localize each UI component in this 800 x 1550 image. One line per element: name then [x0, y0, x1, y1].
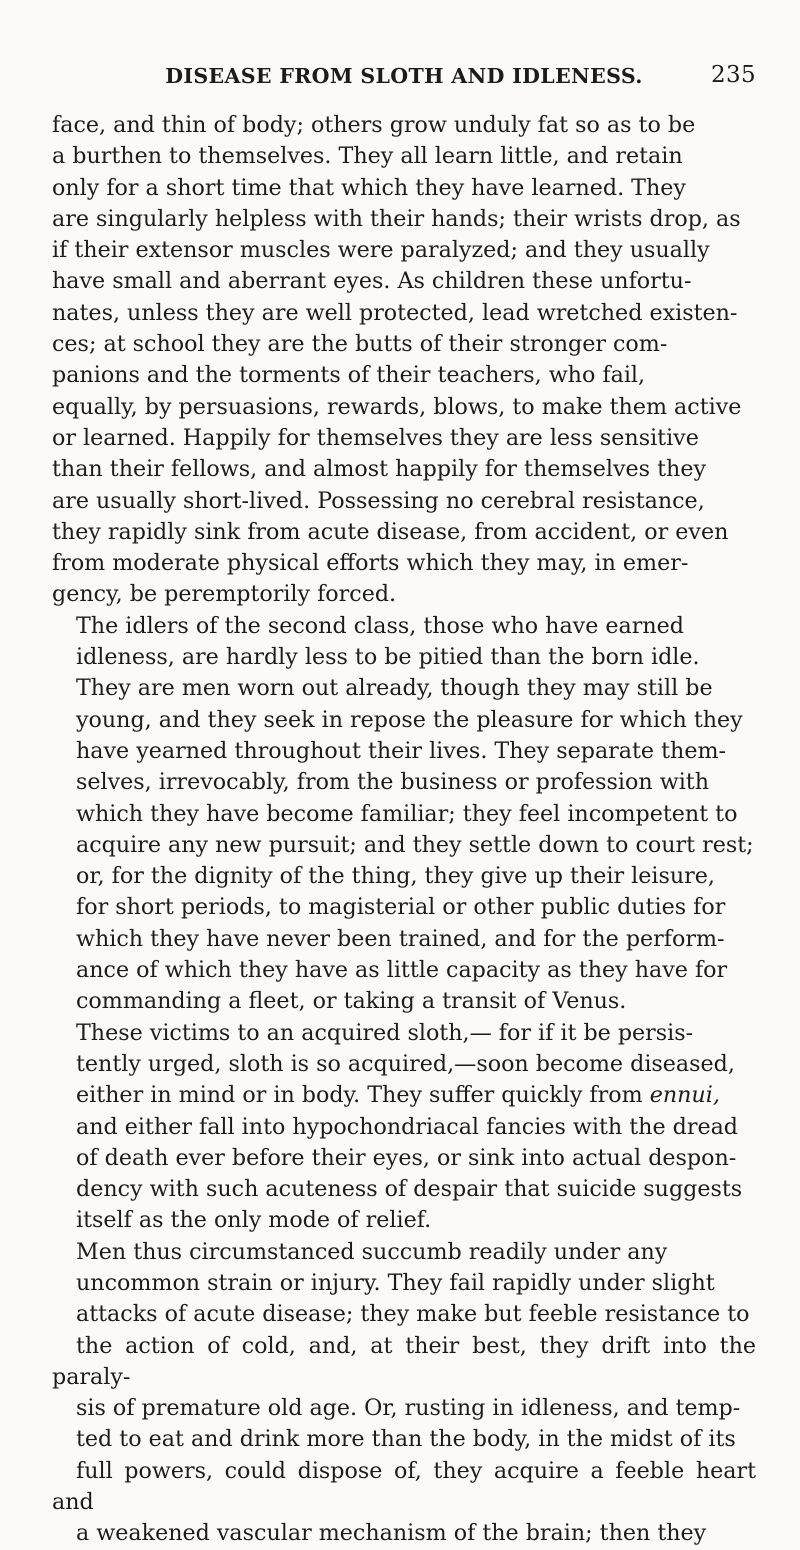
paragraph-3	[52, 1018, 756, 1237]
text-line: Men thus circumstanced succumb readily under any	[76, 1238, 668, 1265]
text-line: idleness, are hardly less to be pitied than the born idle.	[76, 644, 700, 671]
text-line: itself as the only mode of relief.	[76, 1207, 432, 1234]
text-line: dency with such acuteness of despair that suicide suggests	[76, 1176, 743, 1203]
text-line: have yearned throughout their lives. They separate them-	[76, 737, 726, 764]
text-line: commanding a fleet, or taking a transit of Venus.	[76, 988, 627, 1015]
text-line: panions and the torments of their teachers, who fail,	[52, 362, 646, 389]
running-header	[52, 38, 756, 88]
text-line: gency, be peremptorily forced.	[52, 581, 397, 608]
text-line: the action of cold, and, at their best, they drift into the paraly-	[52, 1332, 756, 1390]
text-line: only for a short time that which they have learned. They	[52, 174, 686, 201]
text-line: of death ever before their eyes, or sink into actual despon-	[76, 1144, 737, 1171]
text-line: or, for the dignity of the thing, they give up their leisure,	[76, 863, 715, 890]
text-line: ance of which they have as little capacity as they have for	[76, 957, 728, 984]
text-line: They are men worn out already, though they may still be	[76, 675, 713, 702]
text-line: face, and thin of body; others grow unduly fat so as to be	[52, 112, 696, 138]
text-line: sis of premature old age. Or, rusting in idleness, and temp-	[76, 1395, 741, 1422]
text-line-part: either in mind or in body. They suffer quickly from	[76, 1082, 643, 1109]
emphasized-word: ennui,	[649, 1082, 720, 1109]
running-title: DISEASE FROM SLOTH AND IDLENESS.	[165, 64, 643, 88]
text-line: young, and they seek in repose the pleasure for which they	[76, 706, 743, 733]
paragraph-4	[52, 1237, 756, 1550]
text-line: acquire any new pursuit; and they settle down to court rest;	[76, 831, 754, 858]
text-line: These victims to an acquired sloth,— for if it be persis-	[76, 1019, 694, 1046]
text-line: they rapidly sink from acute disease, from accident, or even	[52, 518, 729, 545]
text-line: from moderate physical efforts which they may, in emer-	[52, 550, 689, 577]
text-line: a burthen to themselves. They all learn little, and retain	[52, 143, 683, 170]
paragraph-2	[52, 611, 756, 1018]
text-line: ces; at school they are the butts of their stronger com-	[52, 331, 668, 358]
text-line: The idlers of the second class, those who have earned	[76, 612, 684, 639]
text-line: nates, unless they are well protected, lead wretched existen-	[52, 299, 738, 326]
text-line: uncommon strain or injury. They fail rapidly under slight	[76, 1269, 715, 1296]
text-line: have small and aberrant eyes. As children these unfortu-	[52, 268, 692, 295]
text-line: equally, by persuasions, rewards, blows, to make them active	[52, 393, 742, 420]
text-line: which they have become familiar; they feel incompetent to	[76, 800, 738, 827]
text-line: for short periods, to magisterial or other public duties for	[76, 894, 726, 921]
text-line: than their fellows, and almost happily for themselves they	[52, 456, 706, 483]
text-line: a weakened vascular mechanism of the brain; then they	[76, 1520, 707, 1547]
text-line: tently urged, sloth is so acquired,—soon become diseased,	[76, 1050, 735, 1077]
text-line	[52, 1080, 756, 1111]
text-line: ted to eat and drink more than the body, in the midst of its	[76, 1426, 736, 1453]
page-number: 235	[711, 62, 756, 88]
text-line: and either fall into hypochondriacal fancies with the dread	[76, 1113, 739, 1140]
text-line: which they have never been trained, and for the perform-	[76, 925, 725, 952]
text-line: selves, irrevocably, from the business or profession with	[76, 769, 710, 796]
text-line: are usually short-lived. Possessing no cerebral resistance,	[52, 487, 705, 514]
body-text	[52, 110, 756, 1550]
text-line: attacks of acute disease; they make but feeble resistance to	[76, 1301, 750, 1328]
text-line: if their extensor muscles were paralyzed; and they usually	[52, 237, 710, 264]
text-line: or learned. Happily for themselves they are less sensitive	[52, 424, 699, 451]
text-line: full powers, could dispose of, they acquire a feeble heart and	[52, 1457, 756, 1516]
paragraph-1	[52, 110, 756, 611]
text-line: are singularly helpless with their hands; their wrists drop, as	[52, 205, 741, 232]
